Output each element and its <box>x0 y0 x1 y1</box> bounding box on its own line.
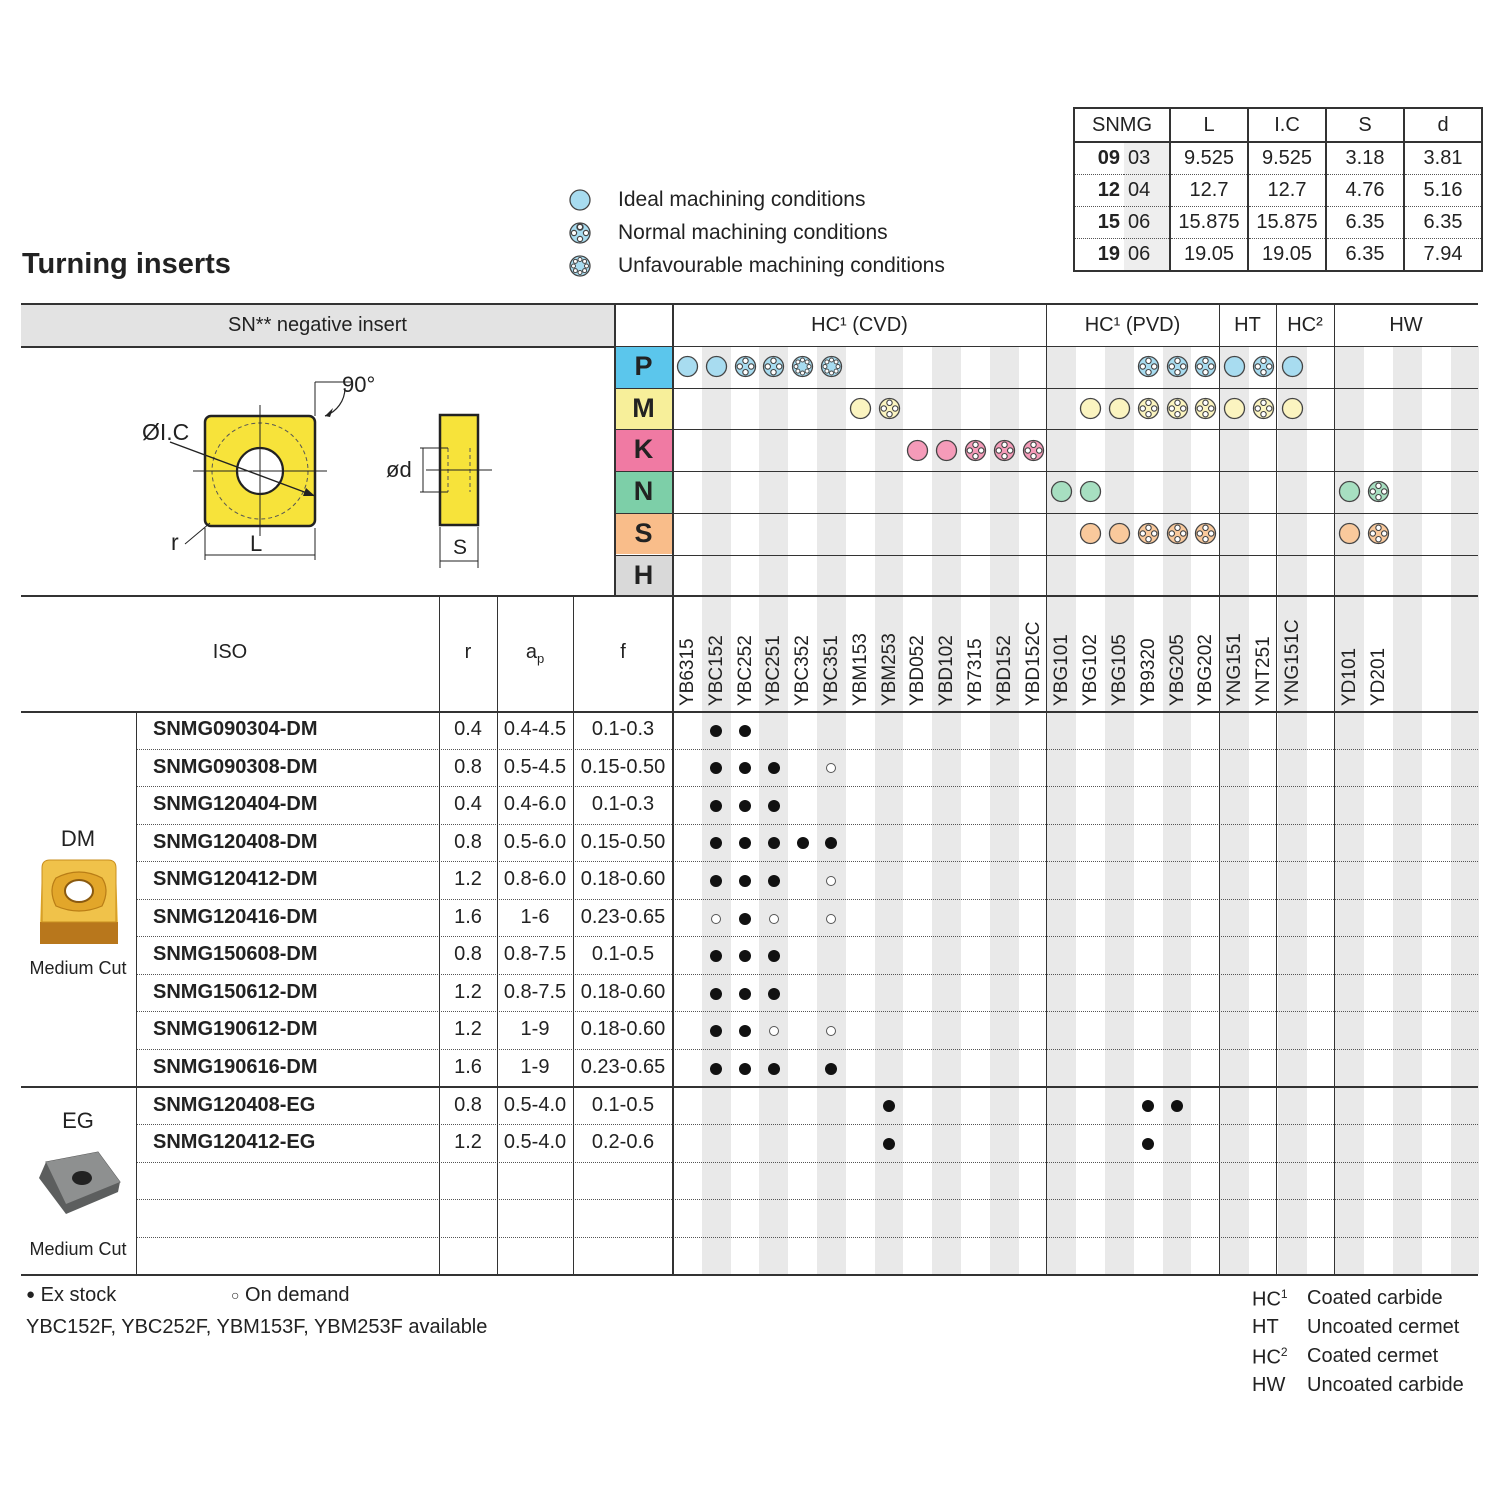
material-letter: S <box>634 517 653 548</box>
f-value: 0.15-0.50 <box>580 830 666 853</box>
ideal-icon <box>1223 397 1246 420</box>
group-header: HC¹ (CVD) <box>811 314 908 336</box>
dim-header: d <box>1404 108 1482 142</box>
ex-stock-dot <box>768 1063 780 1075</box>
iso-code: SNMG090308-DM <box>153 755 318 778</box>
key-code: $HC^1$ <box>1252 1287 1288 1311</box>
group-caption: Medium Cut <box>29 958 127 978</box>
key-description: Coated cermet <box>1307 1345 1439 1367</box>
on-demand-legend: ○ On demand <box>231 1284 350 1306</box>
ideal-icon <box>1108 397 1131 420</box>
ap-subscript: p <box>536 651 545 666</box>
dim-cell: 06 <box>1124 239 1170 272</box>
group-header: HT <box>1234 314 1261 336</box>
ap-value: 0.5-6.0 <box>503 830 567 853</box>
grade-label: YBG205 <box>1166 634 1188 706</box>
f-value: 0.2-0.6 <box>591 1131 655 1154</box>
eg-insert-image <box>36 1148 122 1218</box>
grade-label: YBM153 <box>849 633 871 706</box>
iso-code: SNMG120416-DM <box>153 905 318 928</box>
ex-stock-dot <box>739 725 751 737</box>
grade-label: YBC251 <box>763 635 785 706</box>
normal-icon <box>1367 522 1390 545</box>
grade-label: YBG102 <box>1080 634 1102 706</box>
ap-value: 1-6 <box>520 905 550 928</box>
group-name: EG <box>62 1108 94 1133</box>
on-demand-dot <box>711 914 721 924</box>
ex-stock-dot <box>739 1063 751 1075</box>
grade-column-shade <box>817 346 846 1274</box>
normal-icon <box>762 355 785 378</box>
table-rule <box>21 1086 1478 1088</box>
iso-code: SNMG120412-EG <box>153 1131 316 1154</box>
ex-stock-dot <box>739 800 751 812</box>
ideal-icon <box>1108 522 1131 545</box>
ideal-icon <box>1079 522 1102 545</box>
dim-cell: 7.94 <box>1404 239 1482 272</box>
iso-code: SNMG090304-DM <box>153 718 318 740</box>
ap-value: 0.5-4.5 <box>503 755 567 778</box>
normal-icon <box>878 397 901 420</box>
grade-label: YBD102 <box>936 635 958 706</box>
table-rule <box>136 711 137 1274</box>
group-caption: Medium Cut <box>29 1239 127 1259</box>
ideal-icon <box>1223 355 1246 378</box>
dim-cell: 5.16 <box>1404 175 1482 207</box>
f-value: 0.15-0.50 <box>580 755 666 778</box>
ideal-icon <box>1281 397 1304 420</box>
dimension-table <box>1073 107 1483 272</box>
dim-cell: 09 <box>1074 142 1124 175</box>
dim-cell: 04 <box>1124 175 1170 207</box>
dim-cell: 03 <box>1124 142 1170 175</box>
dim-cell: 3.18 <box>1326 142 1404 175</box>
normal-icon <box>1194 397 1217 420</box>
on-demand-dot <box>769 1026 779 1036</box>
r-header: r <box>464 641 472 663</box>
legend-label: Ideal machining conditions <box>618 188 866 211</box>
ap-value: 0.5-4.0 <box>503 1131 567 1154</box>
insert-header: SN** negative insert <box>228 314 407 336</box>
grade-label: YBG202 <box>1195 634 1217 706</box>
r-value: 1.6 <box>454 1055 482 1078</box>
f-header: f <box>620 641 626 663</box>
normal-icon <box>1022 439 1045 462</box>
grade-label: YD101 <box>1339 647 1361 706</box>
table-rule <box>21 711 1478 713</box>
table-rule <box>497 595 498 1274</box>
grade-label: YB7315 <box>965 638 986 706</box>
legend-label: Unfavourable machining conditions <box>618 254 945 277</box>
table-rule <box>1276 303 1277 1274</box>
f-value: 0.23-0.65 <box>580 905 666 928</box>
grade-label: YB9320 <box>1137 638 1159 706</box>
key-description: Uncoated carbide <box>1307 1374 1464 1396</box>
table-rule <box>1046 303 1047 1274</box>
grade-column-shade <box>1393 346 1422 1274</box>
dim-cell: 9.525 <box>1170 142 1248 175</box>
dim-cell: 6.35 <box>1326 239 1404 272</box>
key-sup: 2 <box>1280 1345 1288 1359</box>
dim-cell: 3.81 <box>1404 142 1482 175</box>
group-header: HC² <box>1287 314 1323 336</box>
key-code: HT <box>1252 1316 1279 1338</box>
iso-code: SNMG150612-DM <box>153 980 318 1003</box>
material-letter: H <box>633 559 654 590</box>
dim-header: I.C <box>1248 108 1326 142</box>
table-rule <box>21 595 1478 597</box>
group-header: HW <box>1389 314 1423 336</box>
dim-cell: 12.7 <box>1170 175 1248 207</box>
ex-stock-dot <box>768 875 780 887</box>
grade-label: YNG151C <box>1281 619 1303 706</box>
grade-label: YBM253 <box>878 633 900 706</box>
r-value: 0.8 <box>454 755 482 778</box>
unfavourable-icon <box>820 355 843 378</box>
ap-value: 1-9 <box>520 1018 550 1041</box>
key-description: Uncoated cermet <box>1307 1316 1460 1338</box>
f-value: 0.1-0.5 <box>591 943 655 966</box>
dim-cell: 19.05 <box>1170 239 1248 272</box>
ex-stock-dot <box>710 725 722 737</box>
grade-label: YBG105 <box>1109 634 1130 706</box>
iso-code: SNMG190616-DM <box>153 1055 318 1078</box>
ideal-icon <box>1050 480 1073 503</box>
normal-icon <box>1252 397 1275 420</box>
legend-normal <box>568 217 888 249</box>
grade-label: YBD152C <box>1022 621 1044 706</box>
normal-icon <box>568 221 592 245</box>
ex-stock-legend: ● Ex stock <box>26 1284 117 1306</box>
ideal-icon <box>1338 522 1361 545</box>
table-rule <box>21 1274 1478 1276</box>
ap-value: 0.8-7.5 <box>503 980 567 1003</box>
grade-column-shade <box>1105 346 1134 1274</box>
grade-label: YD201 <box>1368 647 1390 706</box>
page-title: Turning inserts <box>22 248 231 280</box>
ex-stock-dot <box>1142 1100 1154 1112</box>
ap-value: 0.8-6.0 <box>503 868 567 891</box>
ex-stock-dot <box>739 988 751 1000</box>
grade-label: YBC152 <box>705 635 727 706</box>
normal-icon <box>1252 355 1275 378</box>
grade-label: YB6315 <box>677 638 698 706</box>
legend-ideal <box>568 184 866 216</box>
grade-column-shade <box>875 346 904 1274</box>
normal-icon <box>1137 522 1160 545</box>
r-value: 1.2 <box>454 1018 482 1041</box>
ideal-icon <box>906 439 929 462</box>
ex-stock-dot <box>739 837 751 849</box>
grade-label: YBD152 <box>993 635 1015 706</box>
grade-label: YBC252 <box>734 635 756 706</box>
r-value: 0.8 <box>454 830 482 853</box>
insert-drawing <box>130 360 510 580</box>
table-rule <box>672 303 674 1274</box>
angle-label: 90° <box>342 372 376 397</box>
ap-value: 0.5-4.0 <box>503 1093 567 1116</box>
dim-cell: 9.525 <box>1248 142 1326 175</box>
iso-code: SNMG120404-DM <box>153 793 318 816</box>
normal-icon <box>1137 397 1160 420</box>
dim-cell: 19 <box>1074 239 1124 272</box>
ex-stock-dot <box>768 988 780 1000</box>
ex-stock-dot <box>739 875 751 887</box>
normal-icon <box>734 355 757 378</box>
ex-stock-dot <box>739 913 751 925</box>
grade-column-shade <box>932 346 961 1274</box>
ex-stock-dot <box>739 762 751 774</box>
on-demand-label: On demand <box>245 1284 350 1306</box>
grade-label: YBC351 <box>821 635 842 706</box>
normal-icon <box>1166 397 1189 420</box>
ex-stock-dot <box>883 1138 895 1150</box>
r-value: 1.2 <box>454 980 482 1003</box>
r-value: 1.2 <box>454 1131 482 1154</box>
iso-code: SNMG120412-DM <box>153 868 318 891</box>
normal-icon <box>993 439 1016 462</box>
normal-icon <box>1166 522 1189 545</box>
f-value: 0.18-0.60 <box>580 980 666 1003</box>
dim-cell: 6.35 <box>1326 207 1404 239</box>
dim-cell: 15.875 <box>1248 207 1326 239</box>
grade-label: YBD052 <box>907 635 929 706</box>
ideal-icon <box>705 355 728 378</box>
legend-label: Normal machining conditions <box>618 221 888 244</box>
iso-code: SNMG150608-DM <box>153 943 318 966</box>
grade-column-shade <box>1163 346 1192 1274</box>
r-value: 0.4 <box>454 793 482 816</box>
ex-stock-dot <box>797 837 809 849</box>
grade-column-shade <box>990 346 1019 1274</box>
key-code: $HC^2$ <box>1252 1345 1288 1369</box>
table-rule <box>21 303 1478 305</box>
grade-column-shade <box>1220 346 1249 1274</box>
f-value: 0.1-0.3 <box>591 718 655 740</box>
r-value: 0.4 <box>454 718 482 740</box>
grade-column-shade <box>1451 346 1480 1274</box>
f-value: 0.1-0.3 <box>591 793 655 816</box>
table-rule <box>614 303 616 595</box>
material-letter: N <box>633 476 654 507</box>
d-label: ød <box>386 457 412 482</box>
ex-stock-dot <box>739 1025 751 1037</box>
normal-icon <box>1166 355 1189 378</box>
unfavourable-icon <box>568 254 592 278</box>
r-value: 1.2 <box>454 868 482 891</box>
iso-header: ISO <box>212 641 248 663</box>
iso-code: SNMG190612-DM <box>153 1018 318 1041</box>
r-value: 0.8 <box>454 943 482 966</box>
dim-header: SNMG <box>1074 108 1170 142</box>
ap-value: 1-9 <box>520 1055 550 1078</box>
dim-cell: 12 <box>1074 175 1124 207</box>
group-name: DM <box>60 826 96 851</box>
key-description: Coated carbide <box>1307 1287 1443 1309</box>
normal-icon <box>1194 522 1217 545</box>
on-demand-dot <box>769 914 779 924</box>
ex-stock-dot <box>768 800 780 812</box>
ideal-icon <box>1079 480 1102 503</box>
dm-insert-image <box>36 858 122 950</box>
material-letter: P <box>634 351 653 381</box>
dim-cell: 19.05 <box>1248 239 1326 272</box>
f-value: 0.23-0.65 <box>580 1055 666 1078</box>
ideal-icon <box>1338 480 1361 503</box>
dim-cell: 12.7 <box>1248 175 1326 207</box>
table-rule <box>21 346 614 348</box>
material-letter: M <box>632 392 655 423</box>
availability-note: YBC152F, YBC252F, YBM153F, YBM253F available <box>26 1316 488 1338</box>
f-value: 0.1-0.5 <box>591 1093 655 1116</box>
ap-value: 0.8-7.5 <box>503 943 567 966</box>
dim-header: S <box>1326 108 1404 142</box>
grade-label: YBC352 <box>792 635 814 706</box>
ex-stock-dot <box>710 988 722 1000</box>
table-rule <box>1334 303 1335 1274</box>
r-value: 0.8 <box>454 1093 482 1116</box>
grade-label: YBG101 <box>1051 634 1073 706</box>
normal-icon <box>1137 355 1160 378</box>
ex-stock-dot <box>710 800 722 812</box>
normal-icon <box>1194 355 1217 378</box>
dim-cell: 15.875 <box>1170 207 1248 239</box>
f-value: 0.18-0.60 <box>580 1018 666 1041</box>
ideal-icon <box>1079 397 1102 420</box>
r-value: 1.6 <box>454 905 482 928</box>
ideal-icon <box>849 397 872 420</box>
ap-value: 0.4-4.5 <box>503 718 567 740</box>
dim-header: L <box>1170 108 1248 142</box>
iso-code: SNMG120408-DM <box>153 830 318 853</box>
grade-column-shade <box>1278 346 1307 1274</box>
dim-cell: 6.35 <box>1404 207 1482 239</box>
on-demand-dot <box>826 914 836 924</box>
table-rule <box>439 595 440 1274</box>
ex-stock-dot <box>768 950 780 962</box>
iso-code: SNMG120408-EG <box>153 1093 316 1116</box>
normal-icon <box>964 439 987 462</box>
ideal-icon <box>1281 355 1304 378</box>
grade-label: YNG151 <box>1224 633 1246 706</box>
material-letter: K <box>633 434 654 465</box>
ideal-icon <box>935 439 958 462</box>
table-rule <box>1219 303 1220 1274</box>
normal-icon <box>1367 480 1390 503</box>
table-rule <box>573 595 574 1274</box>
L-label: L <box>250 531 263 556</box>
ap-value: 0.4-6.0 <box>503 793 567 816</box>
grade-label: YNT251 <box>1253 636 1274 706</box>
ex-stock-label: Ex stock <box>40 1284 117 1306</box>
ideal-icon <box>676 355 699 378</box>
legend-unfavourable <box>568 250 945 282</box>
ex-stock-dot <box>710 1063 722 1075</box>
dim-cell: 15 <box>1074 207 1124 239</box>
key-code: HW <box>1252 1374 1286 1396</box>
ex-stock-dot <box>1142 1138 1154 1150</box>
ap-header: $a_p$ <box>525 641 545 666</box>
key-sup: 1 <box>1280 1287 1288 1301</box>
ex-stock-dot <box>739 950 751 962</box>
ideal-icon <box>568 188 592 212</box>
r-label: r <box>171 529 179 555</box>
dim-cell: 06 <box>1124 207 1170 239</box>
S-label: S <box>453 536 468 559</box>
unfavourable-icon <box>791 355 814 378</box>
f-value: 0.18-0.60 <box>580 868 666 891</box>
ic-label: ØI.C <box>142 419 190 445</box>
dim-cell: 4.76 <box>1326 175 1404 207</box>
group-header: HC¹ (PVD) <box>1084 314 1181 336</box>
